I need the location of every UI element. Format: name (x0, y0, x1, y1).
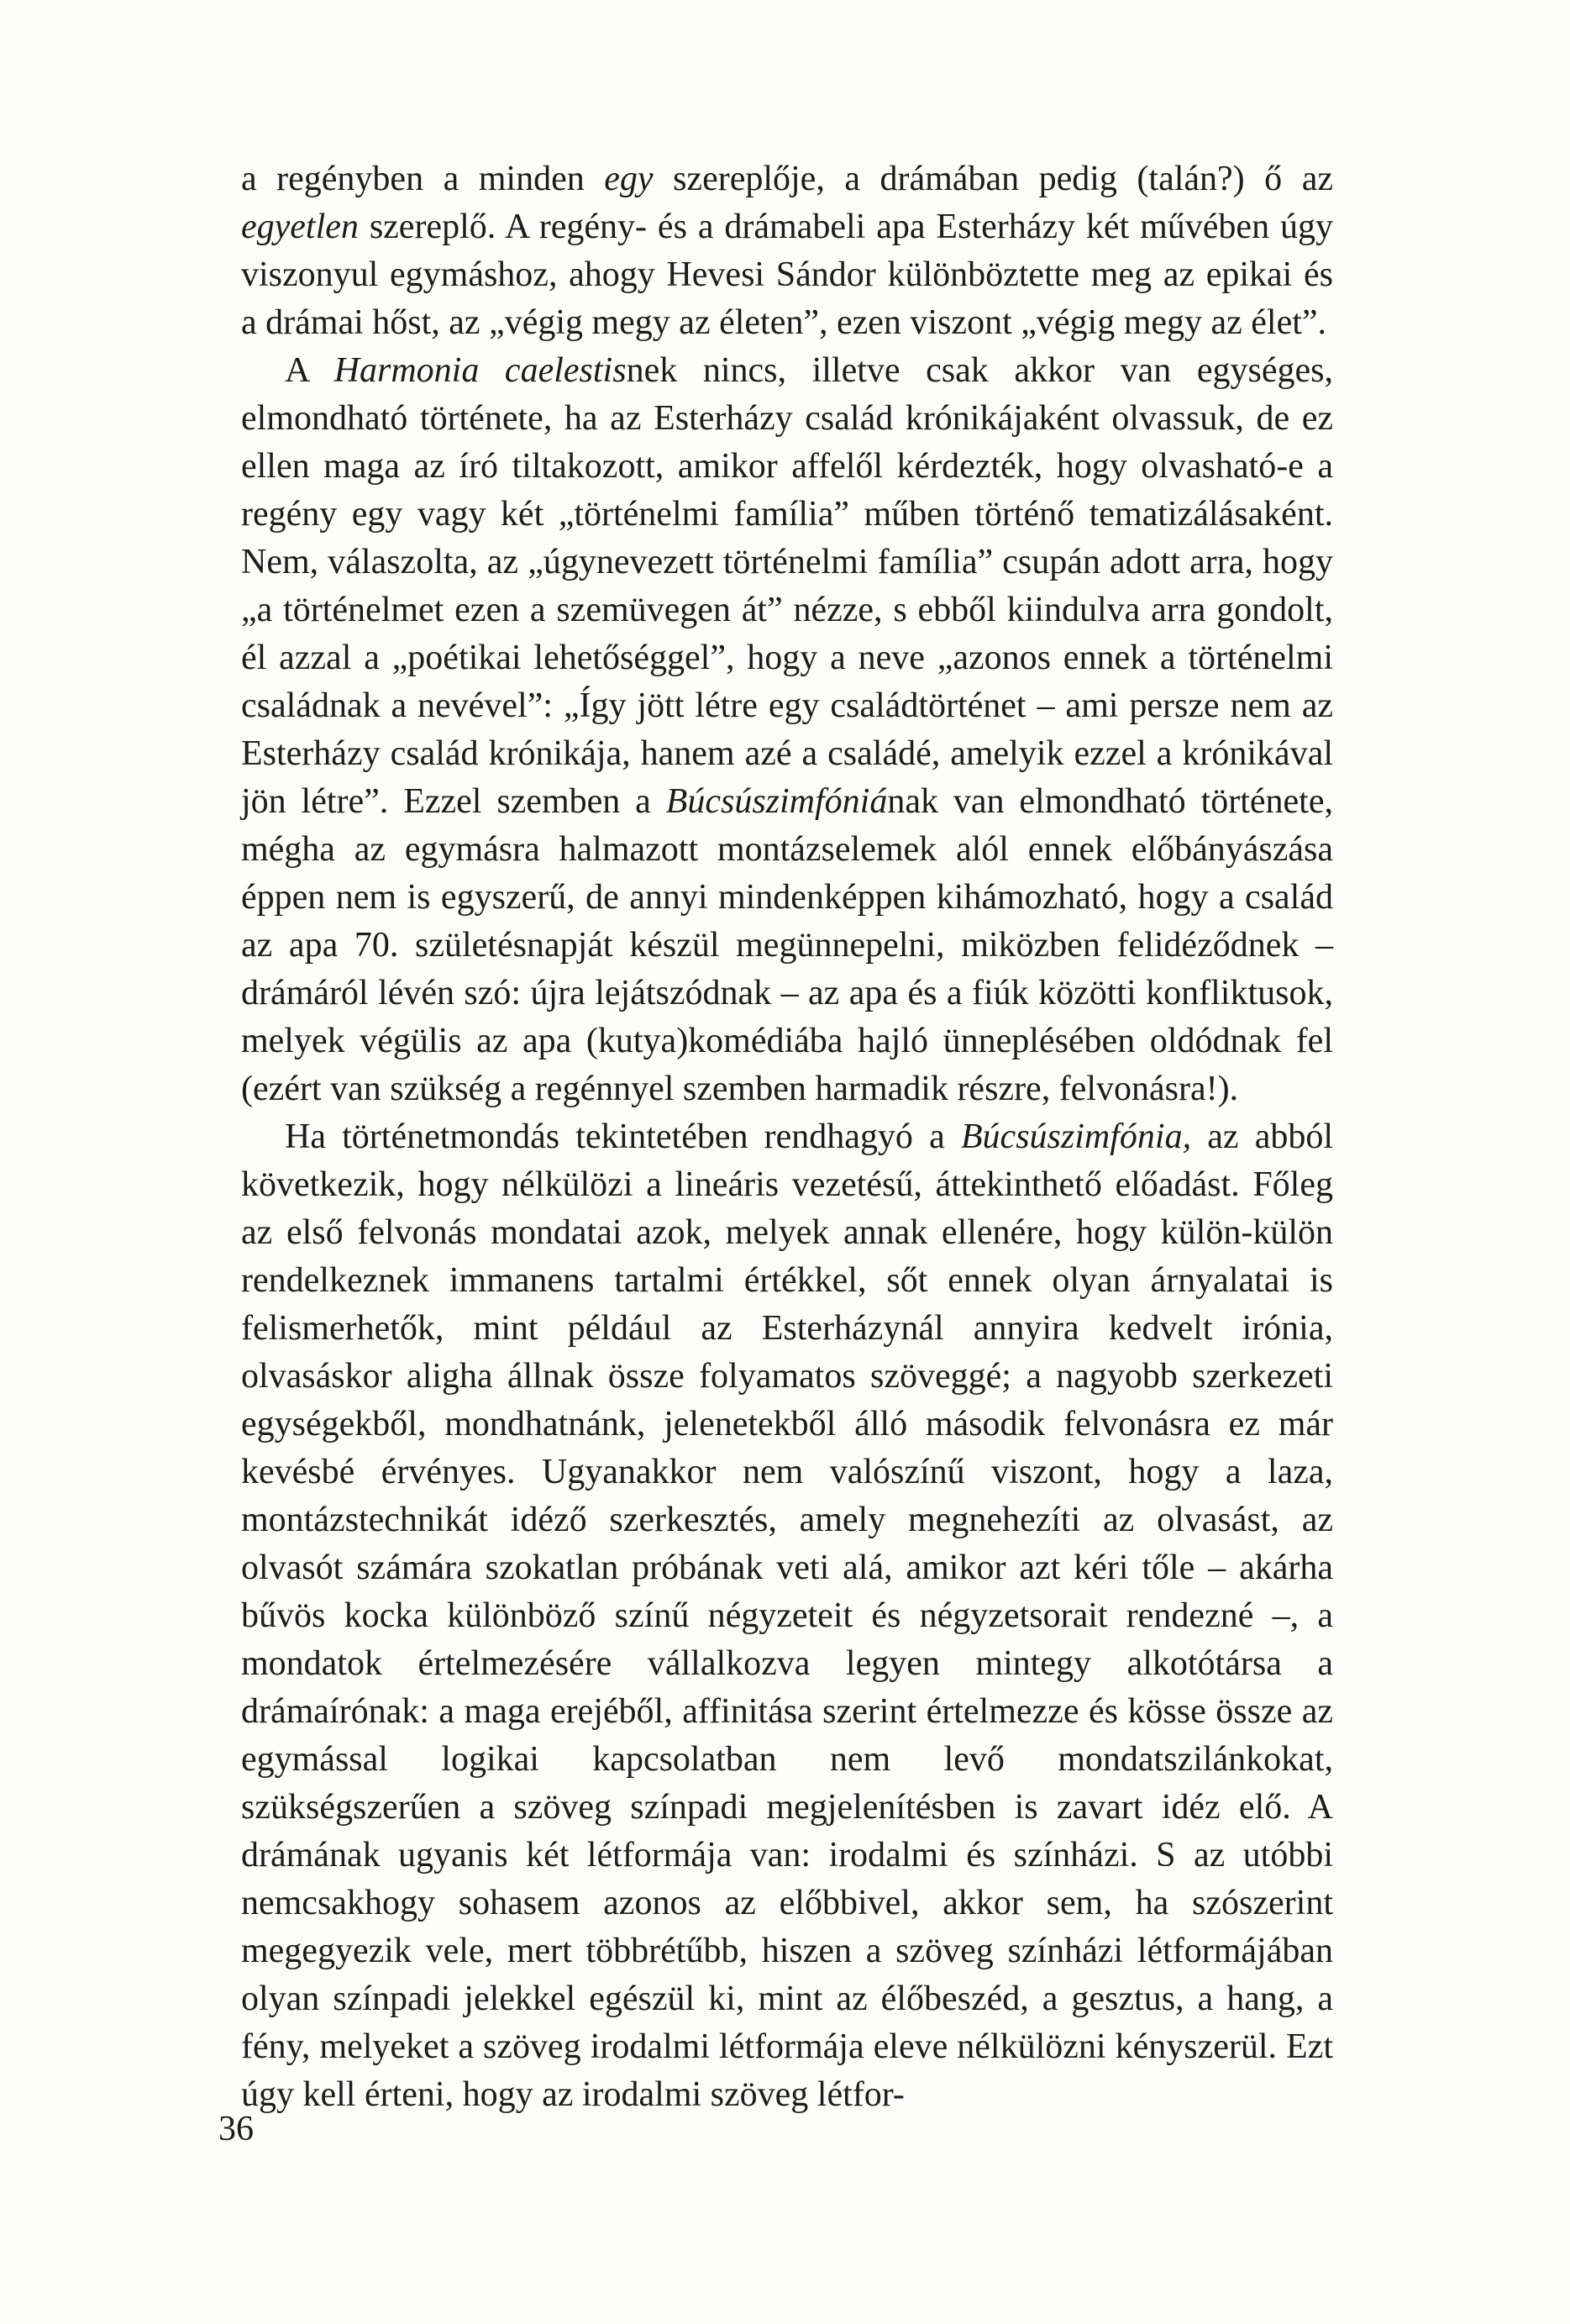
paragraph (241, 347, 1333, 1113)
italic-title: Búcsúszimfónia, (960, 1117, 1192, 1156)
text-run: Ha történetmondás tekintetében rendhagyó a (285, 1117, 961, 1156)
text-run: nek nincs, illetve csak akkor van egységes, elmondható története, ha az Esterházy család krónikájaként olvassuk, de ez ellen maga az író tiltakozott, amikor affelől kérdezték, hogy olvasható-e a regény egy vagy két „történelmi família” műben történő tematizálásaként. Nem, válaszolta, az „úgynevezett történelmi família” csupán adott arra, hogy „a történelmet ezen a szemüvegen át” nézze, s ebből kiindulva arra gondolt, él azzal a „poétikai lehetőséggel”, hogy a neve „azonos ennek a történelmi családnak a nevével”: „Így jött létre egy családtörténet – ami persze nem az Esterházy család krónikája, hanem azé a családé, amelyik ezzel a krónikával jön létre”. Ezzel szemben a (241, 351, 1334, 821)
text-run: A (285, 351, 334, 390)
italic-title: egy (604, 160, 654, 198)
paragraph (241, 155, 1333, 347)
text-run: az abból következik, hogy nélkülözi a lineáris vezetésű, áttekinthető előadást. Főleg az első felvonás mondatai azok, melyek annak ellenére, hogy külön-külön rendelkeznek immanens tartalmi értékkel, sőt ennek olyan árnyalatai is felismerhetők, mint például az Esterházynál annyira kedvelt irónia, olvasáskor aligha állnak össze folyamatos szöveggé; a nagyobb szerkezeti egységekből, mondhatnánk, jelenetekből álló második felvonásra ez már kevésbé érvényes. Ugyanakkor nem valószínű viszont, hogy a laza, montázstechnikát idéző szerkesztés, amely megnehezíti az olvasást, az olvasót számára szokatlan próbának veti alá, amikor azt kéri tőle – akárha bűvös kocka különböző színű négyzeteit és négyzetsorait rendezné –, a mondatok értelmezésére vállalkozva legyen mintegy alkotótársa a drámaírónak: a maga erejéből, affinitása szerint értelmezze és kösse össze az egymással logikai kapcsolatban nem levő mondatszilánkokat, szükségszerűen a szöveg színpadi megjelenítésben is zavart idéz elő. A drámának ugyanis két létformája van: irodalmi és színházi. S az utóbbi nemcsakhogy sohasem azonos az előbbivel, akkor sem, ha szószerint megegyezik vele, mert többrétűbb, hiszen a szöveg színházi létformájában olyan színpadi jelekkel egészül ki, mint az élőbeszéd, a gesztus, a hang, a fény, melyeket a szöveg irodalmi létformája eleve nélkülözni kényszerül. Ezt úgy kell érteni, hogy az irodalmi szöveg létfor- (241, 1117, 1334, 2114)
italic-title: egyetlen (241, 208, 359, 246)
page-number: 36 (218, 2110, 254, 2148)
text-run: szereplője, a drámában pedig (talán?) ő az (653, 160, 1333, 198)
italic-title: Búcsúszimfóniá (665, 782, 888, 821)
text-run: szereplő. A regény- és a drámabeli apa Esterházy két művében úgy viszonyul egymáshoz, ahogy Hevesi Sándor különböztette meg az epikai és a drámai hőst, az „végig megy az életen”, ezen viszont „végig megy az élet”. (241, 208, 1333, 342)
text-run: a regényben a minden (241, 160, 605, 198)
paragraph (241, 1113, 1333, 2119)
body-text (241, 155, 1333, 2119)
italic-title: Harmonia caelestis (333, 351, 627, 390)
text-run: nak van elmondható története, mégha az egymásra halmazott montázselemek alól ennek előbányászása éppen nem is egyszerű, de annyi mindenképpen kihámozható, hogy a család az apa 70. születésnapját készül megünnepelni, miközben felidéződnek – drámáról lévén szó: újra lejátszódnak – az apa és a fiúk közötti konfliktusok, melyek végülis az apa (kutya)komédiába hajló ünneplésében oldódnak fel (ezért van szükség a regénnyel szemben harmadik részre, felvonásra!). (241, 782, 1333, 1108)
